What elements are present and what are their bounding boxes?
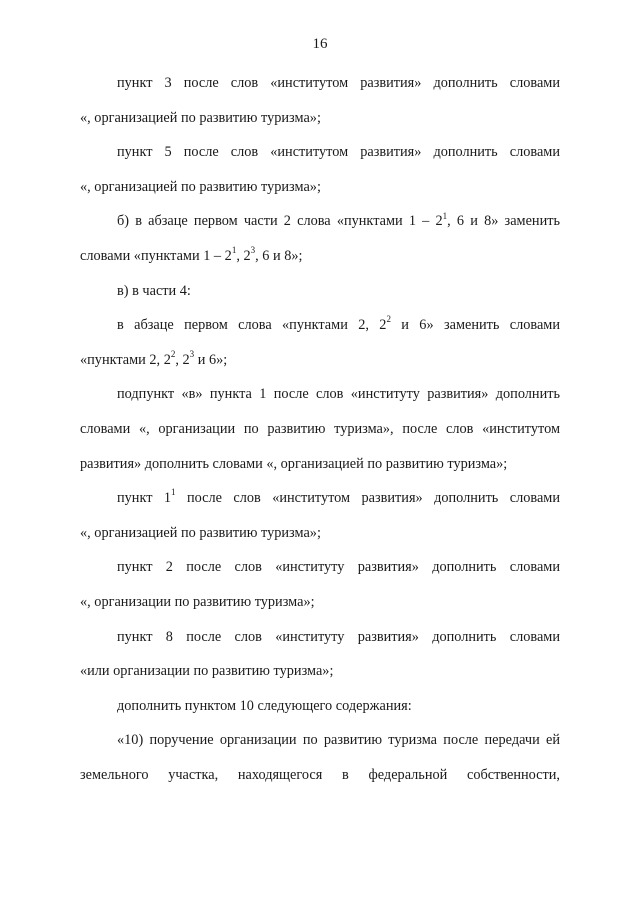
text-line [80, 239, 560, 274]
text-line: в) в части 4: [117, 282, 191, 299]
paragraph-punkt-8 [80, 620, 560, 689]
paragraph-podpunkt-v [80, 377, 560, 481]
superscript: 3 [250, 245, 256, 256]
paragraph-punkt-3 [80, 66, 560, 135]
text-line: «10) поручение организации по развитию туризма после передачи ей [117, 732, 560, 749]
text-segment: пункт 1 [117, 490, 172, 507]
text-line: «, организацией по развитию туризма»; [80, 109, 321, 126]
text-segment: и 6» заменить словами [390, 317, 560, 334]
document-body [80, 66, 560, 792]
text-segment: , 6 и 8»; [255, 247, 303, 264]
text-line: пункт 8 после слов «институту развития» дополнить словами [117, 628, 560, 645]
text-line [80, 204, 560, 239]
text-segment: , 2 [236, 247, 251, 264]
paragraph-punkt-2 [80, 550, 560, 619]
text-line: «, организацией по развитию туризма»; [80, 524, 321, 541]
text-line [80, 481, 560, 516]
paragraph-punkt-5 [80, 135, 560, 204]
text-line: «, организации по развитию туризма»; [80, 593, 315, 610]
paragraph-punkt-1-1 [80, 481, 560, 550]
text-line: земельного участка, находящегося в федеральной собственности, [80, 766, 560, 783]
text-line: подпункт «в» пункта 1 после слов «институту развития» дополнить [117, 386, 560, 403]
text-line: дополнить пунктом 10 следующего содержания: [117, 697, 412, 714]
text-line: пункт 3 после слов «институтом развития» дополнить словами [117, 75, 560, 91]
paragraph-item-b [80, 204, 560, 273]
text-line: развития» дополнить словами «, организацией по развитию туризма»; [80, 455, 508, 472]
text-segment: , 6 и 8» заменить [447, 213, 560, 230]
text-segment: , 2 [175, 351, 190, 368]
text-segment: в абзаце первом слова «пунктами 2, 2 [117, 317, 387, 334]
paragraph-add-punkt-10 [80, 689, 560, 724]
text-line: пункт 5 после слов «институтом развития» дополнить словами [117, 144, 560, 161]
text-segment: после слов «институтом развития» дополнить словами [175, 490, 560, 507]
page-number: 16 [312, 36, 328, 52]
superscript: 2 [170, 348, 176, 359]
paragraph-item-v [80, 274, 560, 309]
text-segment: б) в абзаце первом части 2 слова «пунктами 1 – 2 [117, 213, 443, 230]
text-line: пункт 2 после слов «институту развития» дополнить словами [117, 559, 560, 576]
text-line: словами «, организации по развитию туризма», после слов «институтом [80, 420, 560, 437]
superscript: 2 [386, 314, 391, 325]
text-segment: и 6»; [194, 351, 228, 368]
text-line [80, 308, 560, 343]
text-line: «, организацией по развитию туризма»; [80, 178, 321, 195]
paragraph-first-abzac [80, 308, 560, 377]
text-segment: словами «пунктами 1 – 2 [80, 247, 232, 264]
superscript: 3 [189, 348, 195, 359]
paragraph-quote-10 [80, 723, 560, 792]
superscript: 1 [171, 487, 176, 498]
text-segment: «пунктами 2, 2 [80, 351, 171, 368]
superscript: 1 [442, 210, 448, 221]
superscript: 1 [231, 245, 237, 256]
text-line: «или организации по развитию туризма»; [80, 663, 334, 680]
text-line [80, 343, 560, 378]
